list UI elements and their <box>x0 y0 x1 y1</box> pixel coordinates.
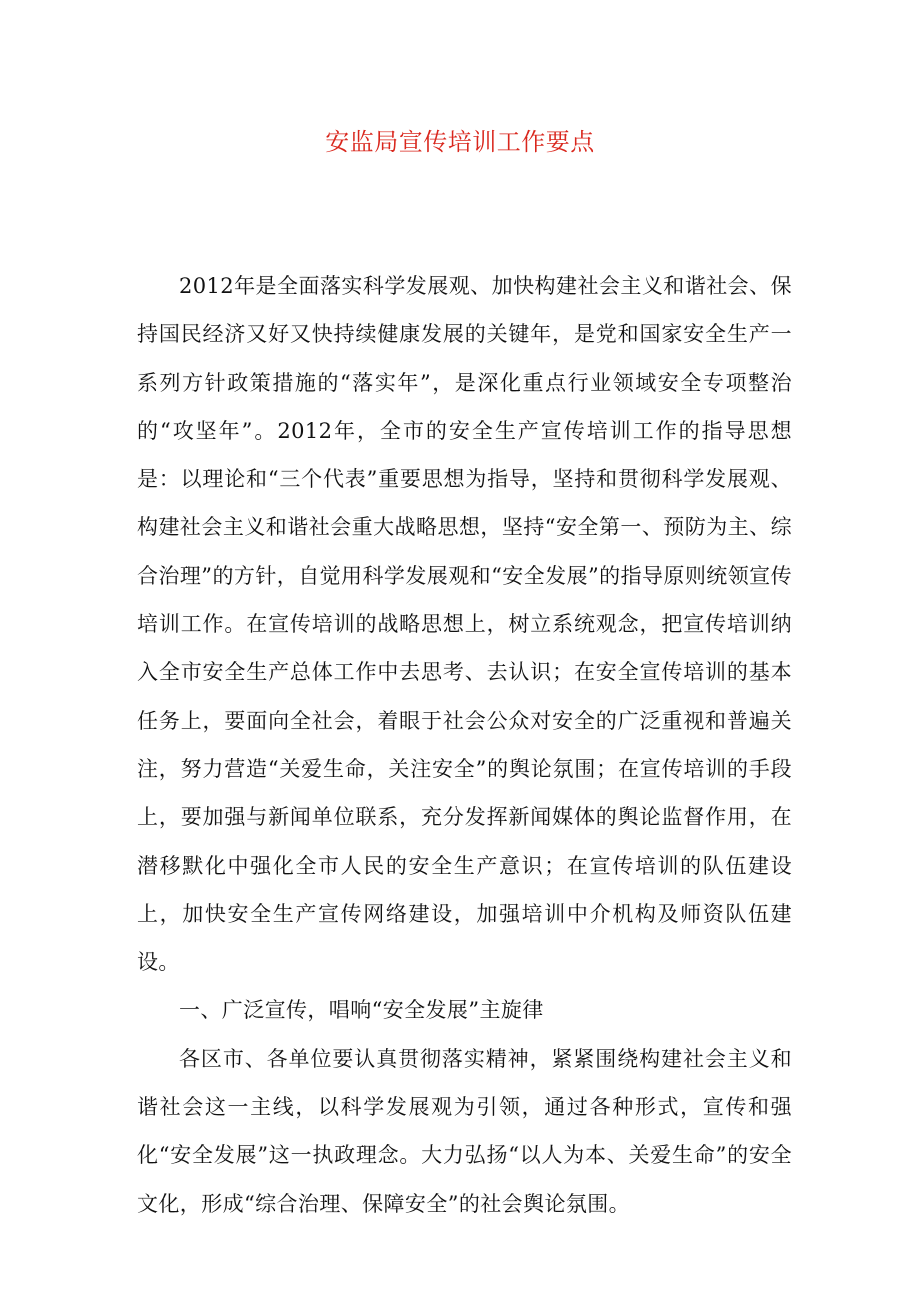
paragraph-section-1: 各区市、各单位要认真贯彻落实精神，紧紧围绕构建社会主义和谐社会这一主线，以科学发展观为引领，通过各种形式，宣传和强化“安全发展”这一执政理念。大力弘扬“以人为本、关爱生命”的安全文化，形成“综合治理、保障安全”的社会舆论氛围。 <box>137 1046 792 1216</box>
document-title: 安监局宣传培训工作要点 <box>325 128 595 156</box>
section-heading-1: 一、广泛宣传，唱响“安全发展”主旋律 <box>179 998 544 1023</box>
document-body <box>137 262 792 1228</box>
paragraph-intro: 2012年是全面落实科学发展观、加快构建社会主义和谐社会、保持国民经济又好又快持续健康发展的关键年，是党和国家安全生产一系列方针政策措施的“落实年”，是深化重点行业领域安全专项整治的“攻坚年”。2012年，全市的安全生产宣传培训工作的指导思想是：以理论和“三个代表”重要思想为指导，坚持和贯彻科学发展观、构建社会主义和谐社会重大战略思想，坚持“安全第一、预防为主、综合治理”的方针，自觉用科学发展观和“安全发展”的指导原则统领宣传培训工作。在宣传培训的战略思想上，树立系统观念，把宣传培训纳入全市安全生产总体工作中去思考、去认识；在安全宣传培训的基本任务上，要面向全社会，着眼于社会公众对安全的广泛重视和普遍关注，努力营造“关爱生命，关注安全”的舆论氛围；在宣传培训的手段上，要加强与新闻单位联系，充分发挥新闻媒体的舆论监督作用，在潜移默化中强化全市人民的安全生产意识；在宣传培训的队伍建设上，加快安全生产宣传网络建设，加强培训中介机构及师资队伍建设。 <box>137 274 792 975</box>
